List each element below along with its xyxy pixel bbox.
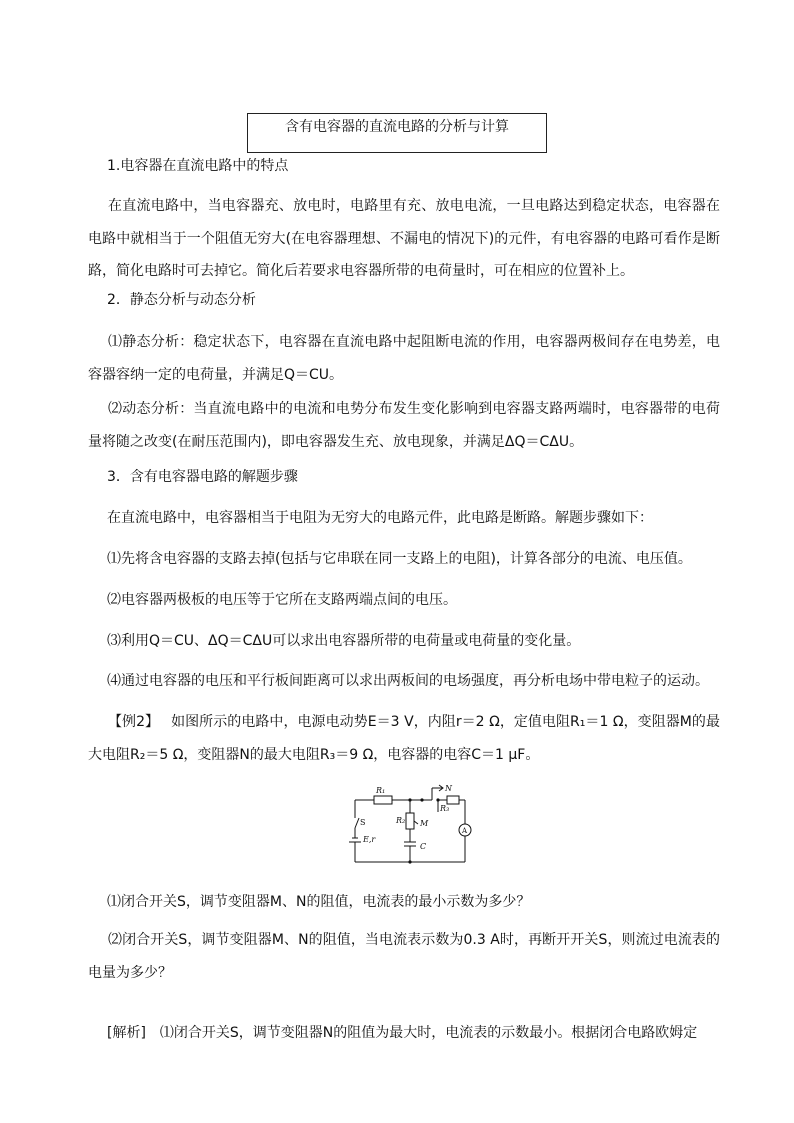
ammeter-symbol: A bbox=[462, 827, 468, 835]
question-2: ⑵闭合开关S，调节变阻器M、N的阻值，当电流表示数为0.3 A时，再断开开关S，则流过电流表的电量为多少？ bbox=[88, 932, 720, 981]
section3-intro: 在直流电路中，电容器相当于电阻为无穷大的电路元件，此电路是断路。解题步骤如下： bbox=[107, 510, 653, 526]
section2-heading: 2．静态分析与动态分析 bbox=[107, 292, 256, 308]
label-c: C bbox=[420, 842, 427, 851]
section3-step-3: ⑶利用Q＝CU、ΔQ＝CΔU可以求出电容器所带的电荷量或电荷量的变化量。 bbox=[107, 633, 581, 649]
example-tag: 【例2】 bbox=[108, 714, 160, 730]
section3-heading: 3．含有电容器电路的解题步骤 bbox=[107, 469, 298, 485]
label-r1: R₁ bbox=[376, 786, 386, 795]
section1-heading: 1.电容器在直流电路中的特点 bbox=[107, 158, 289, 174]
example-text: 如图所示的电路中，电源电动势E＝3 V，内阻r＝2 Ω，定值电阻R₁＝1 Ω，变阻器M的最大电阻R₂＝5 Ω，变阻器N的最大电阻R₃＝9 Ω，电容器的电容C＝1 μF。 bbox=[88, 714, 720, 763]
section2-static: ⑴静态分析：稳定状态下，电容器在直流电路中起阻断电流的作用，电容器两极间存在电势差，电容器容纳一定的电荷量，并满足Q＝CU。 bbox=[88, 334, 720, 383]
label-n: N bbox=[445, 784, 452, 793]
label-s: S bbox=[360, 818, 366, 827]
label-r3: R₃ bbox=[440, 804, 450, 813]
section3-step-4: ⑷通过电容器的电压和平行板间距离可以求出两板间的电场强度，再分析电场中带电粒子的运动。 bbox=[107, 673, 709, 689]
label-m: M bbox=[420, 819, 429, 828]
page-title: 含有电容器的直流电路的分析与计算 bbox=[247, 113, 547, 153]
section3-step-1: ⑴先将含电容器的支路去掉(包括与它串联在同一支路上的电阻)，计算各部分的电流、电压值。 bbox=[107, 551, 692, 567]
label-source: E,r bbox=[363, 835, 376, 844]
section3-step-2: ⑵电容器两极板的电压等于它所在支路两端点间的电压。 bbox=[107, 592, 457, 608]
question-1: ⑴闭合开关S，调节变阻器M、N的阻值，电流表的最小示数为多少？ bbox=[107, 894, 531, 910]
analysis-text: [解析] ⑴闭合开关S，调节变阻器N的阻值为最大时，电流表的示数最小。根据闭合电路欧姆定 bbox=[107, 1025, 698, 1041]
label-r2: R₂ bbox=[396, 816, 406, 825]
section2-dynamic: ⑵动态分析：当直流电路中的电流和电势分布发生变化影响到电容器支路两端时，电容器带的电荷量将随之改变(在耐压范围内)，即电容器发生充、放电现象，并满足ΔQ＝CΔU。 bbox=[88, 401, 720, 450]
section1-body: 在直流电路中，当电容器充、放电时，电路里有充、放电电流，一旦电路达到稳定状态，电容器在电路中就相当于一个阻值无穷大(在电容器理想、不漏电的情况下)的元件，有电容器的电路可看作是断路，简化电路时可去掉它。简化后若要求电容器所带的电荷量时，可在相应的位置补上。 bbox=[88, 198, 720, 279]
circuit-diagram bbox=[340, 778, 480, 864]
example-statement bbox=[88, 706, 720, 771]
